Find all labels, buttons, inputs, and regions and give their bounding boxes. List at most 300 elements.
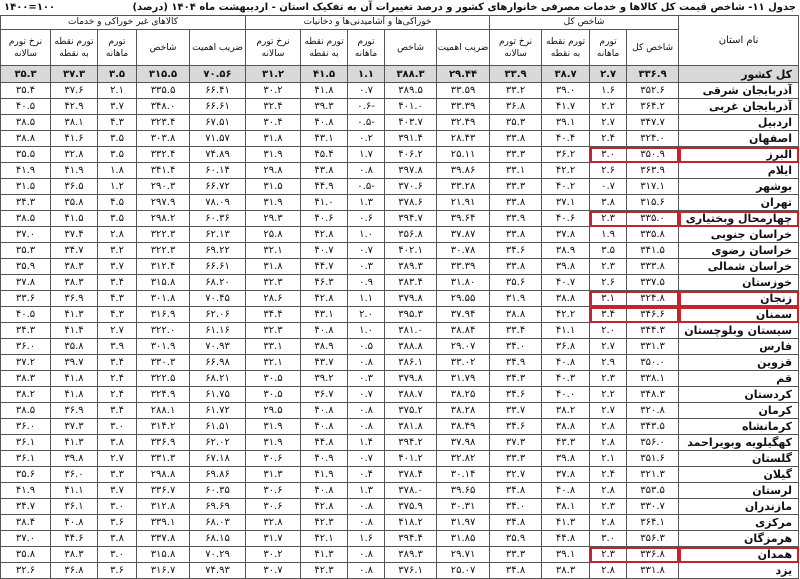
total-p2p-cell: ۳۹.۱ — [542, 547, 590, 563]
nonfood-p2p-cell: ۳۷.۴ — [51, 227, 98, 243]
nonfood-annual-cell: ۳۸.۵ — [1, 403, 51, 419]
food-annual-cell: ۳۴.۴ — [246, 307, 301, 323]
total-index-cell: ۳۶۳.۹ — [627, 163, 679, 179]
nonfood-monthly-cell: ۳.۷ — [98, 259, 137, 275]
nonfood-annual-cell: ۳۶.۱ — [1, 435, 51, 451]
nonfood-p2p-cell: ۴۱.۶ — [51, 131, 98, 147]
total-index-cell: ۳۲۰.۸ — [627, 403, 679, 419]
nonfood-index-cell: ۳۳۱.۳ — [137, 451, 190, 467]
food-annual-cell: ۳۲.۱ — [246, 243, 301, 259]
nonfood-monthly-cell: ۳.۲ — [98, 243, 137, 259]
nonfood-monthly-cell: ۳.۰ — [98, 547, 137, 563]
total-index-cell: ۳۵۳.۵ — [627, 483, 679, 499]
province-name-cell: قم — [679, 371, 799, 387]
province-header: نام استان — [679, 16, 799, 66]
total-annual-cell: ۳۳.۳ — [490, 451, 542, 467]
total-annual-cell: ۳۳.۲ — [490, 83, 542, 99]
food-annual-cell: ۳۱.۸ — [246, 131, 301, 147]
total-index-cell: ۳۳۶.۹ — [627, 66, 679, 83]
province-name-cell: مازندران — [679, 499, 799, 515]
nonfood-annual-cell: ۳۲.۶ — [1, 563, 51, 579]
province-name-cell: کردستان — [679, 387, 799, 403]
food-weight-cell: ۳۳.۲۸ — [437, 179, 490, 195]
nonfood-annual-cell: ۴۰.۵ — [1, 99, 51, 115]
total-index-cell: ۳۲۴.۰ — [627, 131, 679, 147]
table-row — [1, 163, 799, 179]
food-index-cell: ۳۹۴.۲ — [385, 435, 437, 451]
food-annual-cell: ۳۱.۹ — [246, 419, 301, 435]
total-p2p-cell: ۴۰.۴ — [542, 131, 590, 147]
group-header-total: شاخص کل — [490, 16, 679, 30]
nonfood-p2p-cell: ۳۹.۷ — [51, 355, 98, 371]
food-index-cell: ۴۰۲.۱ — [385, 243, 437, 259]
food-index-cell: ۳۷۹.۸ — [385, 291, 437, 307]
nonfood-monthly-cell: ۳.۸ — [98, 435, 137, 451]
food-annual-cell: ۳۲.۴ — [246, 99, 301, 115]
table-row — [1, 179, 799, 195]
nonfood-monthly-cell: ۳.۹ — [98, 339, 137, 355]
nonfood-weight-cell: ۶۷.۱۸ — [190, 451, 246, 467]
total-monthly-cell: ۲.۱ — [590, 451, 627, 467]
total-monthly-cell: ۰.۷ — [590, 179, 627, 195]
nonfood-p2p-cell: ۳۶.۹ — [51, 291, 98, 307]
table-row — [1, 243, 799, 259]
food-index-cell: ۴۰۱.۰ — [385, 99, 437, 115]
total-index-cell: ۳۴۱.۵ — [627, 243, 679, 259]
food-monthly-cell: ۰.۷ — [348, 387, 385, 403]
food-weight-cell: ۳۱.۸۰ — [437, 275, 490, 291]
food-annual-cell: ۲۹.۳ — [246, 211, 301, 227]
nonfood-annual-cell: ۳۶.۱ — [1, 451, 51, 467]
col-header-food-p2p: تورم نقطه به نقطه — [301, 30, 348, 66]
food-index-cell: ۴۰۳.۷ — [385, 115, 437, 131]
nonfood-weight-cell: ۶۹.۶۹ — [190, 499, 246, 515]
province-name-cell: کل کشور — [679, 66, 799, 83]
food-monthly-cell: ۱.۴ — [348, 435, 385, 451]
nonfood-p2p-cell: ۴۱.۹ — [51, 163, 98, 179]
nonfood-index-cell: ۳۲۲.۵ — [137, 371, 190, 387]
nonfood-p2p-cell: ۳۷.۳ — [51, 419, 98, 435]
food-monthly-cell: ۰.۸ — [348, 515, 385, 531]
total-monthly-cell: ۲.۲ — [590, 387, 627, 403]
food-index-cell: ۴۰۶.۲ — [385, 147, 437, 163]
table-row — [1, 131, 799, 147]
province-name-cell: کرمانشاه — [679, 419, 799, 435]
nonfood-annual-cell: ۳۵.۸ — [1, 547, 51, 563]
food-p2p-cell: ۴۳.۱ — [301, 131, 348, 147]
table-row — [1, 515, 799, 531]
total-index-cell: ۳۳۵.۸ — [627, 227, 679, 243]
nonfood-index-cell: ۳۲۴.۹ — [137, 387, 190, 403]
total-index-cell: ۳۳۱.۳ — [627, 339, 679, 355]
col-header-food-weight: ضریب اهمیت — [437, 30, 490, 66]
table-header — [1, 16, 799, 66]
title-row — [0, 0, 800, 15]
total-monthly-cell: ۲.۸ — [590, 483, 627, 499]
total-index-cell: ۳۳۶.۸ — [627, 547, 679, 563]
total-monthly-cell: ۳.۸ — [590, 195, 627, 211]
total-annual-cell: ۳۵.۶ — [490, 275, 542, 291]
total-annual-cell: ۳۴.۸ — [490, 483, 542, 499]
total-annual-cell: ۳۳.۸ — [490, 195, 542, 211]
food-annual-cell: ۳۲.۸ — [246, 515, 301, 531]
province-name-cell: مرکزی — [679, 515, 799, 531]
total-monthly-cell: ۳.۰ — [590, 531, 627, 547]
food-index-cell: ۳۸۱.۰ — [385, 323, 437, 339]
total-index-cell: ۳۶۴.۱ — [627, 515, 679, 531]
total-p2p-cell: ۴۳.۳ — [542, 435, 590, 451]
nonfood-annual-cell: ۳۸.۵ — [1, 115, 51, 131]
nonfood-p2p-cell: ۳۶.۸ — [51, 563, 98, 579]
table-row — [1, 547, 799, 563]
food-index-cell: ۳۹۵.۳ — [385, 307, 437, 323]
base-year-note: ۱۰۰=۱۴۰۰ — [4, 2, 56, 13]
food-index-cell: ۳۷۶.۱ — [385, 563, 437, 579]
food-monthly-cell: -۰.۶ — [348, 99, 385, 115]
food-annual-cell: ۳۰.۶ — [246, 499, 301, 515]
food-p2p-cell: ۴۲.۸ — [301, 499, 348, 515]
nonfood-annual-cell: ۳۵.۹ — [1, 259, 51, 275]
nonfood-p2p-cell: ۳۵.۸ — [51, 195, 98, 211]
nonfood-weight-cell: ۶۲.۱۳ — [190, 227, 246, 243]
food-p2p-cell: ۴۲.۸ — [301, 227, 348, 243]
total-annual-cell: ۳۴.۶ — [490, 243, 542, 259]
total-p2p-cell: ۳۶.۸ — [542, 339, 590, 355]
food-monthly-cell: ۰.۵ — [348, 339, 385, 355]
nonfood-p2p-cell: ۳۷.۶ — [51, 83, 98, 99]
total-monthly-cell: ۲.۰ — [590, 323, 627, 339]
nonfood-index-cell: ۳۱۶.۷ — [137, 563, 190, 579]
nonfood-weight-cell: ۶۶.۷۲ — [190, 179, 246, 195]
total-index-cell: ۳۲۱.۳ — [627, 467, 679, 483]
total-index-cell: ۳۵۶.۳ — [627, 531, 679, 547]
province-name-cell: قزوین — [679, 355, 799, 371]
nonfood-index-cell: ۳۴۱.۴ — [137, 163, 190, 179]
province-name-cell: ایلام — [679, 163, 799, 179]
nonfood-monthly-cell: ۳.۷ — [98, 99, 137, 115]
total-p2p-cell: ۴۰.۸ — [542, 355, 590, 371]
nonfood-p2p-cell: ۴۱.۸ — [51, 387, 98, 403]
nonfood-weight-cell: ۶۶.۶۱ — [190, 99, 246, 115]
total-monthly-cell: ۲.۲ — [590, 99, 627, 115]
food-annual-cell: ۳۰.۲ — [246, 547, 301, 563]
food-index-cell: ۳۷۵.۲ — [385, 403, 437, 419]
food-weight-cell: ۲۹.۴۴ — [437, 66, 490, 83]
nonfood-monthly-cell: ۱.۲ — [98, 179, 137, 195]
total-p2p-cell: ۴۱.۳ — [542, 515, 590, 531]
total-monthly-cell: ۲.۶ — [590, 163, 627, 179]
total-monthly-cell: ۲.۸ — [590, 435, 627, 451]
food-monthly-cell: ۰.۴ — [348, 467, 385, 483]
nonfood-p2p-cell: ۴۰.۸ — [51, 515, 98, 531]
nonfood-weight-cell: ۶۸.۰۳ — [190, 515, 246, 531]
total-monthly-cell: ۳.۱ — [590, 291, 627, 307]
province-name-cell: کرمان — [679, 403, 799, 419]
food-weight-cell: ۳۳.۳۹ — [437, 99, 490, 115]
food-weight-cell: ۲۸.۴۳ — [437, 131, 490, 147]
nonfood-index-cell: ۳۱۵.۸ — [137, 275, 190, 291]
nonfood-monthly-cell: ۳.۰ — [98, 419, 137, 435]
table-row — [1, 307, 799, 323]
province-name-cell: چهارمحال وبختیاری — [679, 211, 799, 227]
food-p2p-cell: ۴۰.۶ — [301, 211, 348, 227]
nonfood-weight-cell: ۷۴.۹۳ — [190, 563, 246, 579]
table-row — [1, 115, 799, 131]
food-index-cell: ۳۸۹.۵ — [385, 83, 437, 99]
total-p2p-cell: ۴۴.۸ — [542, 531, 590, 547]
food-weight-cell: ۳۱.۹۷ — [437, 515, 490, 531]
nonfood-weight-cell: ۶۸.۲۰ — [190, 275, 246, 291]
total-p2p-cell: ۳۹.۱ — [542, 115, 590, 131]
food-weight-cell: ۳۱.۸۵ — [437, 531, 490, 547]
food-weight-cell: ۳۷.۸۷ — [437, 227, 490, 243]
col-header-total-index: شاخص کل — [627, 30, 679, 66]
nonfood-index-cell: ۳۰۳.۸ — [137, 131, 190, 147]
nonfood-weight-cell: ۶۶.۶۱ — [190, 259, 246, 275]
table-row — [1, 259, 799, 275]
nonfood-annual-cell: ۳۸.۴ — [1, 515, 51, 531]
table-row — [1, 147, 799, 163]
col-header-food-index: شاخص — [385, 30, 437, 66]
total-index-cell: ۳۳۰.۷ — [627, 499, 679, 515]
province-name-cell: هرمزگان — [679, 531, 799, 547]
total-annual-cell: ۳۳.۹ — [490, 211, 542, 227]
nonfood-p2p-cell: ۳۶.۹ — [51, 403, 98, 419]
food-p2p-cell: ۴۲.۸ — [301, 291, 348, 307]
nonfood-p2p-cell: ۴۱.۳ — [51, 307, 98, 323]
food-monthly-cell: ۲.۰ — [348, 307, 385, 323]
total-index-cell: ۳۶۴.۲ — [627, 99, 679, 115]
province-name-cell: گیلان — [679, 467, 799, 483]
province-name-cell: کهگیلویه وبویراحمد — [679, 435, 799, 451]
food-annual-cell: ۳۱.۷ — [246, 531, 301, 547]
total-monthly-cell: ۲.۷ — [590, 403, 627, 419]
food-weight-cell: ۳۹.۶۴ — [437, 211, 490, 227]
food-index-cell: ۳۷۵.۹ — [385, 499, 437, 515]
nonfood-annual-cell: ۴۱.۹ — [1, 483, 51, 499]
nonfood-index-cell: ۳۲۲.۰ — [137, 323, 190, 339]
food-weight-cell: ۳۸.۴۹ — [437, 419, 490, 435]
nonfood-p2p-cell: ۴۱.۳ — [51, 435, 98, 451]
total-p2p-cell: ۳۹.۰ — [542, 83, 590, 99]
food-index-cell: ۳۵۶.۸ — [385, 227, 437, 243]
total-index-cell: ۳۲۴.۸ — [627, 291, 679, 307]
nonfood-p2p-cell: ۳۶.۵ — [51, 179, 98, 195]
province-name-cell: فارس — [679, 339, 799, 355]
total-p2p-cell: ۴۰.۸ — [542, 483, 590, 499]
nonfood-monthly-cell: ۳.۴ — [98, 403, 137, 419]
total-annual-cell: ۳۴.۳ — [490, 371, 542, 387]
food-monthly-cell: ۰.۸ — [348, 163, 385, 179]
total-annual-cell: ۳۴.۸ — [490, 515, 542, 531]
total-annual-cell: ۳۴.۶ — [490, 387, 542, 403]
food-annual-cell: ۳۱.۲ — [246, 66, 301, 83]
nonfood-index-cell: ۳۳۵.۵ — [137, 83, 190, 99]
nonfood-index-cell: ۳۳۰.۳ — [137, 355, 190, 371]
nonfood-weight-cell: ۷۰.۲۹ — [190, 547, 246, 563]
province-name-cell: یزد — [679, 563, 799, 579]
food-p2p-cell: ۴۶.۳ — [301, 275, 348, 291]
total-monthly-cell: ۳.۴ — [590, 307, 627, 323]
total-monthly-cell: ۲.۳ — [590, 547, 627, 563]
nonfood-monthly-cell: ۳.۳ — [98, 467, 137, 483]
food-p2p-cell: ۴۲.۳ — [301, 563, 348, 579]
food-p2p-cell: ۳۸.۹ — [301, 339, 348, 355]
food-monthly-cell: ۰.۷ — [348, 243, 385, 259]
nonfood-annual-cell: ۴۱.۹ — [1, 163, 51, 179]
nonfood-monthly-cell: ۳.۵ — [98, 147, 137, 163]
total-p2p-cell: ۴۲.۲ — [542, 163, 590, 179]
total-p2p-cell: ۳۶.۲ — [542, 147, 590, 163]
food-weight-cell: ۲۱.۹۱ — [437, 195, 490, 211]
total-p2p-cell: ۴۰.۷ — [542, 275, 590, 291]
nonfood-monthly-cell: ۴.۳ — [98, 307, 137, 323]
nonfood-index-cell: ۲۹۰.۳ — [137, 179, 190, 195]
nonfood-annual-cell: ۳۳.۶ — [1, 291, 51, 307]
food-index-cell: ۳۸۸.۳ — [385, 66, 437, 83]
total-index-cell: ۳۴۶.۶ — [627, 307, 679, 323]
total-p2p-cell: ۴۰.۶ — [542, 211, 590, 227]
food-index-cell: ۴۱۸.۲ — [385, 515, 437, 531]
total-annual-cell: ۳۳.۸ — [490, 227, 542, 243]
food-monthly-cell: ۱.۰ — [348, 323, 385, 339]
col-header-total-annual: نرخ تورم سالانه — [490, 30, 542, 66]
food-index-cell: ۳۸۸.۸ — [385, 339, 437, 355]
food-p2p-cell: ۴۰.۸ — [301, 403, 348, 419]
nonfood-weight-cell: ۶۲.۰۲ — [190, 435, 246, 451]
total-p2p-cell: ۳۸.۲ — [542, 403, 590, 419]
food-weight-cell: ۲۵.۱۱ — [437, 147, 490, 163]
total-monthly-cell: ۲.۴ — [590, 131, 627, 147]
nonfood-p2p-cell: ۳۸.۳ — [51, 259, 98, 275]
food-weight-cell: ۲۹.۰۷ — [437, 339, 490, 355]
food-weight-cell: ۲۵.۰۷ — [437, 563, 490, 579]
total-annual-cell: ۳۱.۹ — [490, 291, 542, 307]
food-p2p-cell: ۳۹.۳ — [301, 99, 348, 115]
nonfood-index-cell: ۳۱۲.۴ — [137, 259, 190, 275]
nonfood-weight-cell: ۶۷.۵۱ — [190, 115, 246, 131]
nonfood-weight-cell: ۷۴.۸۹ — [190, 147, 246, 163]
food-monthly-cell: -۰.۵ — [348, 179, 385, 195]
food-index-cell: ۳۸۹.۳ — [385, 259, 437, 275]
total-index-cell: ۳۵۱.۶ — [627, 451, 679, 467]
province-name-cell: سمنان — [679, 307, 799, 323]
nonfood-weight-cell: ۷۰.۵۶ — [190, 66, 246, 83]
total-annual-cell: ۳۴.۰ — [490, 499, 542, 515]
total-annual-cell: ۳۳.۱ — [490, 163, 542, 179]
total-monthly-cell: ۲.۸ — [590, 515, 627, 531]
food-weight-cell: ۳۱.۷۹ — [437, 371, 490, 387]
food-monthly-cell: ۰.۸ — [348, 499, 385, 515]
total-monthly-cell: ۱.۶ — [590, 83, 627, 99]
total-index-cell: ۳۵۶.۰ — [627, 435, 679, 451]
nonfood-index-cell: ۳۱۲.۸ — [137, 499, 190, 515]
nonfood-index-cell: ۳۰۱.۸ — [137, 291, 190, 307]
nonfood-index-cell: ۳۳۶.۷ — [137, 483, 190, 499]
food-index-cell: ۳۹۴.۴ — [385, 531, 437, 547]
total-p2p-cell: ۳۸.۸ — [542, 291, 590, 307]
table-row — [1, 99, 799, 115]
table-row — [1, 227, 799, 243]
col-header-total-monthly: تورم ماهانه — [590, 30, 627, 66]
food-monthly-cell: ۱.۳ — [348, 483, 385, 499]
total-index-cell: ۳۳۸.۱ — [627, 371, 679, 387]
food-annual-cell: ۲۵.۸ — [246, 227, 301, 243]
nonfood-monthly-cell: ۲.۸ — [98, 227, 137, 243]
col-header-nonfood-p2p: تورم نقطه به نقطه — [51, 30, 98, 66]
nonfood-annual-cell: ۳۷.۸ — [1, 275, 51, 291]
food-p2p-cell: ۳۶.۷ — [301, 387, 348, 403]
food-monthly-cell: ۰.۳ — [348, 371, 385, 387]
nonfood-index-cell: ۳۱۶.۹ — [137, 307, 190, 323]
food-monthly-cell: ۰.۲ — [348, 131, 385, 147]
nonfood-annual-cell: ۳۷.۰ — [1, 531, 51, 547]
total-p2p-cell: ۳۸.۸ — [542, 419, 590, 435]
nonfood-monthly-cell: ۲.۴ — [98, 371, 137, 387]
nonfood-monthly-cell: ۲.۷ — [98, 323, 137, 339]
total-p2p-cell: ۳۸.۷ — [542, 66, 590, 83]
food-weight-cell: ۳۹.۸۶ — [437, 163, 490, 179]
total-index-cell: ۳۳۳.۸ — [627, 259, 679, 275]
total-monthly-cell: ۱.۹ — [590, 227, 627, 243]
nonfood-monthly-cell: ۳.۵ — [98, 211, 137, 227]
table-row — [1, 419, 799, 435]
nonfood-p2p-cell: ۳۹.۸ — [51, 451, 98, 467]
food-annual-cell: ۲۹.۵ — [246, 403, 301, 419]
nonfood-weight-cell: ۷۰.۴۵ — [190, 291, 246, 307]
food-monthly-cell: ۰.۳ — [348, 259, 385, 275]
food-annual-cell: ۲۹.۸ — [246, 163, 301, 179]
nonfood-monthly-cell: ۳.۴ — [98, 355, 137, 371]
total-p2p-cell: ۴۰.۳ — [542, 371, 590, 387]
nonfood-weight-cell: ۶۶.۹۸ — [190, 355, 246, 371]
total-p2p-cell: ۳۷.۱ — [542, 195, 590, 211]
nonfood-index-cell: ۳۲۳.۴ — [137, 115, 190, 131]
table-row — [1, 563, 799, 579]
nonfood-monthly-cell: ۴.۵ — [98, 195, 137, 211]
nonfood-index-cell: ۲۹۸.۲ — [137, 211, 190, 227]
food-weight-cell: ۳۷.۹۴ — [437, 307, 490, 323]
food-index-cell: ۳۷۸.۴ — [385, 467, 437, 483]
nonfood-index-cell: ۲۸۸.۱ — [137, 403, 190, 419]
total-annual-cell: ۳۳.۳ — [490, 547, 542, 563]
nonfood-weight-cell: ۶۱.۱۶ — [190, 323, 246, 339]
total-p2p-cell: ۳۸.۹ — [542, 243, 590, 259]
food-weight-cell: ۳۹.۶۵ — [437, 483, 490, 499]
table-row — [1, 531, 799, 547]
col-header-nonfood-annual: نرخ تورم سالانه — [1, 30, 51, 66]
col-header-nonfood-index: شاخص — [137, 30, 190, 66]
food-p2p-cell: ۴۲.۳ — [301, 515, 348, 531]
food-index-cell: ۴۰۱.۲ — [385, 451, 437, 467]
total-monthly-cell: ۲.۳ — [590, 499, 627, 515]
total-annual-cell: ۳۳.۸ — [490, 259, 542, 275]
nonfood-weight-cell: ۶۱.۷۵ — [190, 387, 246, 403]
food-weight-cell: ۲۹.۷۱ — [437, 547, 490, 563]
food-annual-cell: ۲۸.۶ — [246, 291, 301, 307]
total-annual-cell: ۳۴.۸ — [490, 563, 542, 579]
nonfood-annual-cell: ۴۰.۵ — [1, 307, 51, 323]
province-name-cell: خراسان جنوبی — [679, 227, 799, 243]
nonfood-p2p-cell: ۳۶.۱ — [51, 499, 98, 515]
nonfood-index-cell: ۳۲۲.۳ — [137, 227, 190, 243]
food-monthly-cell: ۱.۶ — [348, 531, 385, 547]
nonfood-monthly-cell: ۱.۸ — [98, 163, 137, 179]
food-annual-cell: ۳۰.۷ — [246, 563, 301, 579]
total-p2p-cell: ۴۰.۲ — [542, 179, 590, 195]
nonfood-annual-cell: ۳۴.۷ — [1, 499, 51, 515]
food-p2p-cell: ۴۱.۳ — [301, 547, 348, 563]
